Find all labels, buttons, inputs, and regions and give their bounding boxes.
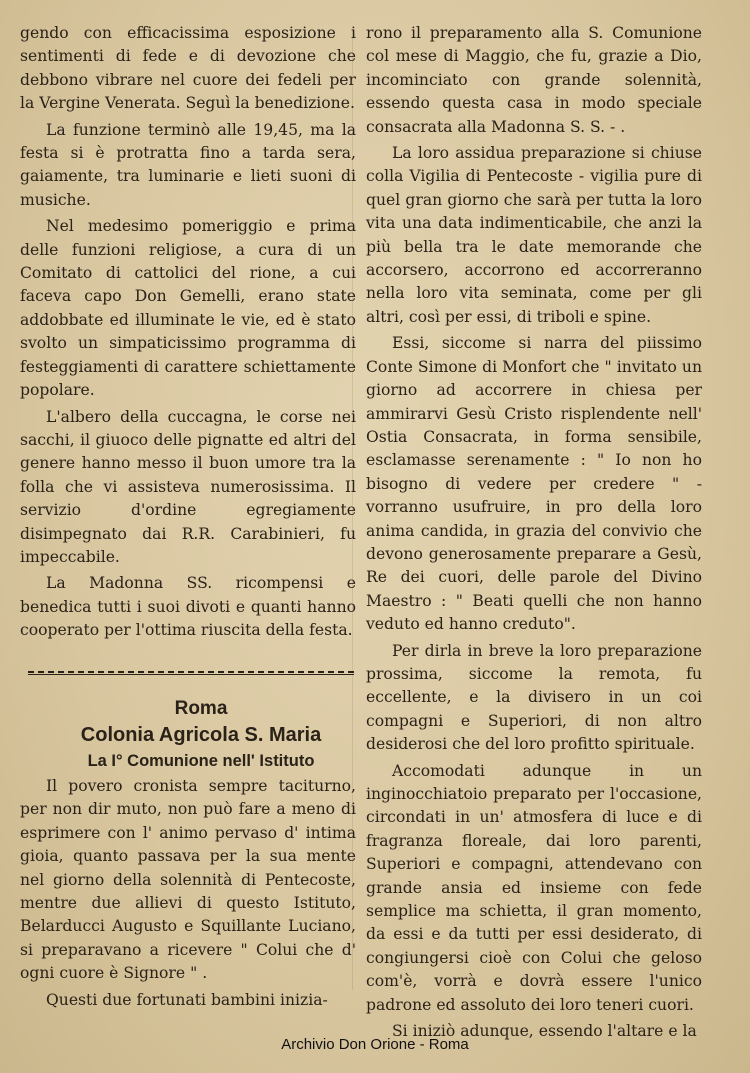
right-column — [366, 22, 702, 1043]
archive-footer: Archivio Don Orione - Roma — [281, 1036, 469, 1053]
section-divider — [28, 671, 354, 675]
article-subtitle: La I° Comunione nell' Istituto — [87, 751, 315, 770]
paragraph: La Madonna SS. ricompensi e benedica tutti i suoi divoti e quanti hanno cooperato per l'ottima riuscita della festa. — [20, 574, 356, 640]
paragraph: Per dirla in breve la loro preparazione prossima, siccome la remota, fu eccellente, e la divisero in un coi compagni e Superiori, di non altro desiderosi che del loro profitto spirituale. — [366, 641, 702, 754]
paragraph: Il povero cronista sempre taciturno, per non dir muto, non può fare a meno di esprimere con l' animo pervaso d' intima gioia, quanto passava per la sua mente nel giorno della solennità di Pentecoste, mentre due allievi di questo Istituto, Belarducci Augusto e Squillante Luciano, si preparavano a ricevere " Colui che d' ogni cuore è Signore " . — [20, 776, 356, 983]
paragraph: Questi due fortunati bambini inizia- — [46, 990, 328, 1009]
left-column — [20, 22, 356, 1012]
paragraph: Accomodati adunque in un inginocchiatoio preparato per l'occasione, circondati in un' atmosfera di luce e di fragranza floreale, dai loro parenti, Superiori e compagni, attendevano con grande ansia ed insieme con fede semplice ma schietta, il gran momento, da essi e da tutti per essi desiderato, di congiungersi cioè con Colui che geloso com'è, vorrà e dovrà essere l'unico padrone ed assoluto dei loro teneri cuori. — [366, 761, 702, 1014]
paragraph: Essi, siccome si narra del piissimo Conte Simone di Monfort che " invitato un giorno ad accorrere in chiesa per ammirarvi Gesù Cristo risplendente nell' Ostia Consacrata, in forma sensibile, esclamasse serenamente : " Io non ho bisogno di vedere per credere " - vorranno usufruire, in pro della loro anima candida, in grazia del convivio che devono generosamente preparare a Gesù, Re dei cuori, delle parole del Divino Maestro : " Beati quelli che non hanno veduto ed hanno creduto". — [366, 334, 702, 634]
paragraph: gendo con efficacissima esposizione i sentimenti di fede e di devozione che debbono vibrare nel cuore dei fedeli per la Vergine Venerata. Seguì la benedizione. — [20, 24, 356, 113]
section-title: Roma — [174, 697, 228, 719]
paragraph: La funzione terminò alle 19,45, ma la festa si è protratta fino a tarda sera, gaiamente, tra luminarie e lieti suoni di musiche. — [20, 120, 356, 209]
paragraph: Nel medesimo pomeriggio e prima delle funzioni religiose, a cura di un Comitato di cattolici del rione, a cui faceva capo Don Gemelli, erano state addobbate ed illuminate le vie, ed è stato svolto un simpaticissimo programma di festeggiamenti di carattere schiettamente popolare. — [20, 217, 356, 400]
paragraph: L'albero della cuccagna, le corse nei sacchi, il giuoco delle pignatte ed altri del genere hanno messo il buon umore tra la folla che vi assisteva numerosissima. Il servizio d'ordine egregiamente disimpegnato dai R.R. Carabinieri, fu impeccabile. — [20, 407, 356, 566]
paragraph: rono il preparamento alla S. Comunione col mese di Maggio, che fu, grazie a Dio, incominciato con grande solennità, essendo questa casa in modo speciale consacrata alla Madonna S. S. - . — [366, 24, 702, 136]
paragraph: Si iniziò adunque, essendo l'altare e la — [392, 1022, 697, 1041]
article-title: Colonia Agricola S. Maria — [80, 723, 322, 746]
paragraph: La loro assidua preparazione si chiuse colla Vigilia di Pentecoste - vigilia pure di quel gran giorno che sarà per tutta la loro vita una data indimenticabile, che anzi la più bella tra le date memorande che accorsero, accorrono ed accorreranno nella loro vita seminata, come per gli altri, così per essi, di triboli e spine. — [366, 144, 702, 326]
